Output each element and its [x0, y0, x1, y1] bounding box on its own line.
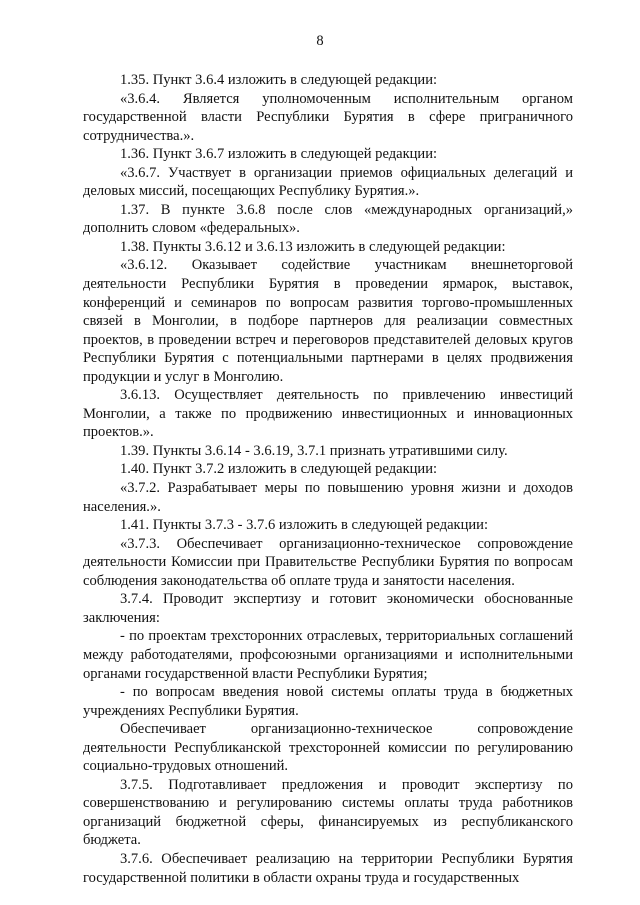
- paragraph-1-41: 1.41. Пункты 3.7.3 - 3.7.6 изложить в следующей редакции:: [120, 517, 489, 534]
- paragraph-1-40: 1.40. Пункт 3.7.2 изложить в следующей редакции:: [120, 461, 438, 478]
- paragraph-1-37: 1.37. В пункте 3.6.8 после слов «международных организаций,» дополнить словом «федеральных».: [83, 201, 573, 237]
- paragraph-3-7-2: «3.7.2. Разрабатывает меры по повышению уровня жизни и доходов населения.».: [83, 480, 573, 515]
- paragraph-1-39: 1.39. Пункты 3.6.14 - 3.6.19, 3.7.1 признать утратившими силу.: [120, 442, 508, 459]
- page-number: 8: [316, 33, 324, 49]
- document-body: [83, 71, 573, 887]
- paragraph-3-7-6: 3.7.6. Обеспечивает реализацию на территории Республики Бурятия государственной политики в области охраны труда и государственных: [83, 850, 573, 886]
- paragraph-commission-support: Обеспечивает организационно-техническое сопровождение деятельности Республиканской трехсторонней комиссии по регулированию социально-трудовых отношений.: [83, 721, 573, 775]
- paragraph-3-7-4-item-2: - по вопросам введения новой системы оплаты труда в бюджетных учреждениях Республики Бурятия.: [83, 684, 573, 719]
- paragraph-1-38: 1.38. Пункты 3.6.12 и 3.6.13 изложить в следующей редакции:: [120, 238, 506, 255]
- paragraph-3-6-4: «3.6.4. Является уполномоченным исполнительным органом государственной власти Республики Бурятия в сфере приграничного сотрудничества.».: [83, 90, 573, 144]
- paragraph-3-7-5: 3.7.5. Подготавливает предложения и проводит экспертизу по совершенствованию и регулированию системы оплаты труда работников организаций бюджетной сферы, финансируемых из республиканского бюджета.: [83, 776, 573, 849]
- paragraph-1-36: 1.36. Пункт 3.6.7 изложить в следующей редакции:: [120, 146, 438, 163]
- paragraph-3-7-3: «3.7.3. Обеспечивает организационно-техническое сопровождение деятельности Комиссии при Правительстве Республики Бурятия по вопросам соблюдения законодательства об оплате труда и занятости населения.: [83, 535, 573, 589]
- paragraph-3-7-4-item-1: - по проектам трехсторонних отраслевых, территориальных соглашений между работодателями, профсоюзными организациями и исполнительными органами государственной власти Республики Бурятия;: [83, 628, 573, 682]
- paragraph-3-6-13: 3.6.13. Осуществляет деятельность по привлечению инвестиций Монголии, а также по продвижению инвестиционных и инновационных проектов.».: [83, 387, 573, 441]
- paragraph-3-7-4: 3.7.4. Проводит экспертизу и готовит экономически обоснованные заключения:: [83, 591, 573, 626]
- paragraph-1-35: 1.35. Пункт 3.6.4 изложить в следующей редакции:: [120, 72, 438, 88]
- paragraph-3-6-7: «3.6.7. Участвует в организации приемов официальных делегаций и деловых миссий, посещающих Республику Бурятия.».: [83, 164, 573, 200]
- paragraph-3-6-12: «3.6.12. Оказывает содействие участникам внешнеторговой деятельности Республики Бурятия в проведении ярмарок, выставок, конференций и семинаров по вопросам развития торгово-промышленных связей в Монголии, в подборе партнеров для реализации совместных проектов, в проведении встреч и переговоров представителей деловых кругов Республики Бурятия с потенциальными партнерами в целях продвижения продукции и услуг в Монголию.: [83, 257, 573, 385]
